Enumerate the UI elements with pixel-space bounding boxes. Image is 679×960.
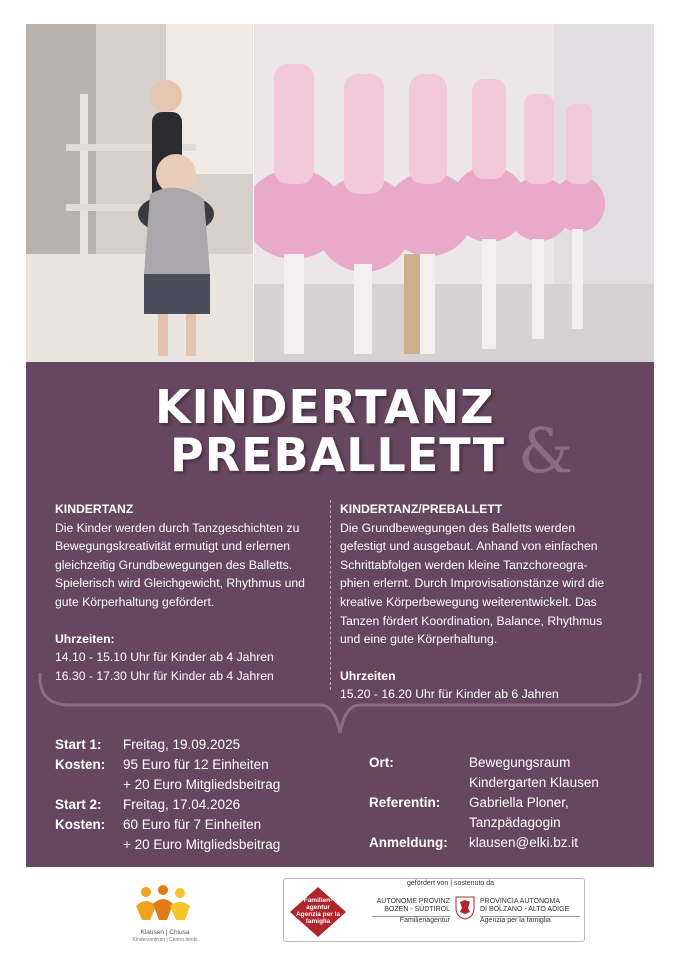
familienagentur-badge	[289, 886, 347, 938]
kindertanz-time-1: 14.10 - 15.10 Uhr für Kinder ab 4 Jahren	[55, 650, 274, 665]
familienagentur-text	[289, 897, 347, 925]
elki-logo	[130, 884, 200, 944]
photo-girls-in-pink-tutus	[254, 24, 654, 362]
familienagentur-line-2: agentur	[306, 904, 330, 911]
start1-label: Start 1:	[55, 737, 102, 752]
kindertanz-text-1: Die Kinder werden durch Tanzgeschichten zu	[55, 520, 300, 535]
location-value-2: Kindergarten Klausen	[469, 775, 599, 790]
province-de-line-2: BOZEN - SÜDTIROL	[384, 906, 450, 913]
start2-value: Freitag, 17.04.2026	[123, 797, 241, 812]
kindertanz-time-2: 16.30 - 17.30 Uhr für Kinder ab 4 Jahren	[55, 668, 274, 683]
kindertanz-text-4: Spielerisch wird Gleichgewicht, Rhythmus und	[55, 576, 305, 591]
preballett-text-6: Tanzen fördert Koordination, Balance, Rhythmus	[340, 613, 603, 628]
kindertanz-text-2: Bewegungskreativität ermutigt und erlernen	[55, 539, 291, 554]
preballett-time-1: 15.20 - 16.20 Uhr für Kinder ab 6 Jahren	[340, 687, 559, 702]
preballett-text-4: phien erlernt. Durch Improvisationstänze wird die	[340, 576, 605, 591]
familienagentur-line-4: famiglia	[305, 918, 331, 925]
column-divider	[330, 500, 331, 690]
kindertanz-times-heading: Uhrzeiten:	[55, 631, 115, 646]
kindertanz-text-3: gleichzeitig Grundbewegungen des Balletts.	[55, 557, 293, 572]
province-it-line-3: Agenzia per la famiglia	[480, 916, 580, 925]
registration-label: Anmeldung:	[369, 835, 448, 850]
instructor-value: Gabriella Ploner,	[469, 795, 569, 810]
start1-value: Freitag, 19.09.2025	[123, 737, 241, 752]
kindertanz-text-5: gute Körperhaltung gefördert.	[55, 594, 215, 609]
preballett-text-2: gefestigt und ausgebaut. Anhand von einfachen	[340, 539, 598, 554]
start2-label: Start 2:	[55, 797, 102, 812]
brace-ornament	[30, 665, 650, 740]
cost1-value: 95 Euro für 12 Einheiten	[123, 757, 269, 772]
cost2-label: Kosten:	[55, 817, 106, 832]
province-it-block	[480, 898, 580, 925]
photo-child-at-barre	[26, 24, 253, 362]
details-block	[369, 753, 599, 853]
cost1-label: Kosten:	[55, 757, 106, 772]
elki-logo-text: Klausen | Chiusa	[140, 929, 190, 936]
title-line-2: PREBALLETT	[170, 428, 506, 482]
province-it-line-1: PROVINCIA AUTONOMA	[480, 898, 560, 905]
location-value: Bewegungsraum	[469, 755, 571, 770]
location-label: Ort:	[369, 755, 394, 770]
elki-logo-figures-icon	[130, 884, 200, 924]
registration-email[interactable]: klausen@elki.bz.it	[469, 835, 579, 850]
preballett-times-heading: Uhrzeiten	[340, 668, 396, 683]
province-de-line-3: Familienagentur	[372, 916, 450, 925]
preballett-heading: KINDERTANZ/PREBALLETT	[340, 502, 503, 516]
preballett-text-3: Schrittabfolgen werden kleine Tanzchoreogra-	[340, 557, 588, 572]
preballett-text-5: kreative Körperbewegung weiterentwickelt. Das	[340, 594, 597, 609]
title-line-1: KINDERTANZ	[155, 380, 495, 434]
kindertanz-section	[55, 500, 325, 685]
preballett-text-7: und eine gute Körperhaltung.	[340, 632, 498, 647]
kindertanz-heading: KINDERTANZ	[55, 502, 134, 516]
sponsor-caption: gefördert von | sostenuto da	[404, 880, 497, 887]
cost2-fee: + 20 Euro Mitgliedsbeitrag	[123, 837, 281, 852]
instructor-label: Referentin:	[369, 795, 441, 810]
familienagentur-line-1: Familien-	[303, 897, 333, 904]
province-it-line-2: DI BOLZANO - ALTO ADIGE	[480, 906, 570, 913]
preballett-text-1: Die Grundbewegungen des Balletts werden	[340, 520, 576, 535]
schedule-block	[55, 735, 280, 855]
province-de-block	[372, 898, 450, 925]
title-ampersand: &	[518, 414, 574, 487]
instructor-role: Tanzpädagogin	[469, 815, 561, 830]
province-de-line-1: AUTONOME PROVINZ	[376, 898, 450, 905]
cost2-value: 60 Euro für 7 Einheiten	[123, 817, 262, 832]
south-tyrol-eagle-crest-icon	[455, 896, 475, 920]
familienagentur-line-3: Agenzia per la	[295, 911, 341, 918]
elki-logo-subtext: Kinderzentrum | Centro bimbi	[132, 937, 198, 943]
cost1-fee: + 20 Euro Mitgliedsbeitrag	[123, 777, 281, 792]
